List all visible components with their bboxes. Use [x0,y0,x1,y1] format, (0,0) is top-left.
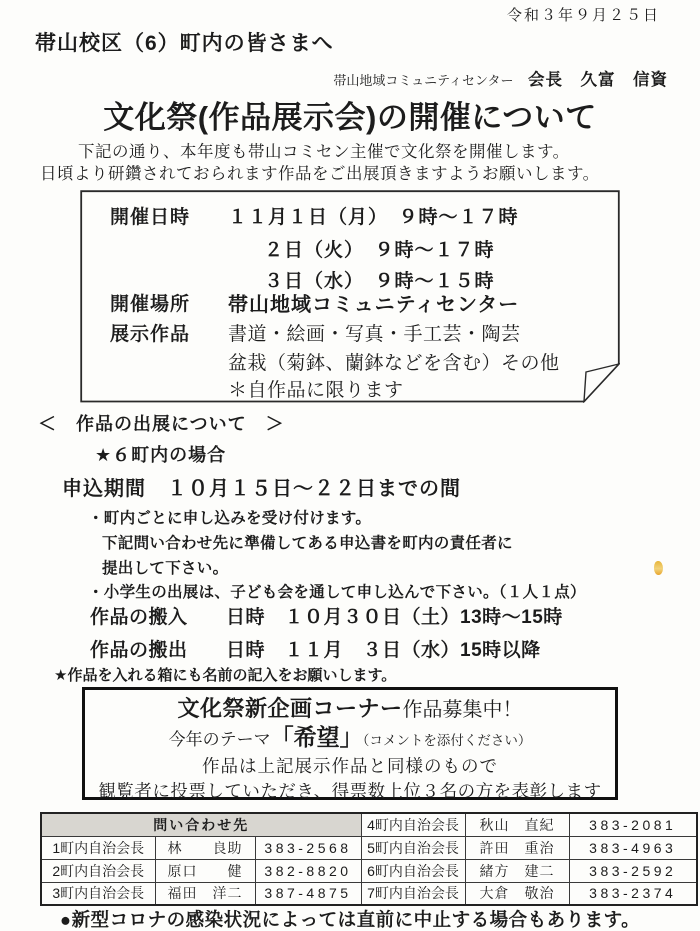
intro-line-2: 日頃より研鑽されておられます作品をご出展頂きますようお願いします。 [40,165,600,183]
issue-date: 令和３年９月２５日 [506,7,660,24]
event-datetime-label: 開催日時 [110,207,191,228]
contact-name: 秋山 直紀 [465,813,569,836]
promo-headline-rest: 作品募集中！ [402,699,523,721]
event-date-1: １１月１日（月） ９時～１７時 [228,207,519,228]
contact-tel: 383-2374 [569,882,697,905]
event-works-3: ＊自作品に限ります [228,380,404,401]
carry-out-value: 日時 １１月 ３日（水）15時以降 [226,640,541,661]
note-1: ・町内ごとに申し込みを受け付けます。 [88,510,372,527]
contact-role: 1町内自治会長 [41,836,155,859]
contact-role: 7町内自治会長 [361,882,465,905]
event-works-2: 盆栽（菊鉢、蘭鉢などを含む）その他 [228,353,560,374]
addressee-heading: 帯山校区（6）町内の皆さまへ [35,32,334,55]
promo-theme-word: 「希望」 [270,724,363,750]
promo-box [82,687,618,800]
contact-role: 2町内自治会長 [41,859,155,882]
sender-line [333,66,668,90]
carry-out-label: 作品の搬出 [90,640,188,661]
contact-name: 原口 健 [155,859,255,882]
promo-headline [85,695,615,724]
document-title: 文化祭(作品展示会)の開催について [103,100,597,135]
table-row [41,836,697,859]
promo-theme-note: （コメントを添付ください） [362,733,532,748]
event-date-3: ３日（水） ９時～１５時 [264,271,495,292]
case-heading: ★６町内の場合 [95,445,227,465]
event-details-box [80,190,620,403]
table-row [41,813,697,836]
contact-role: 5町内自治会長 [361,836,465,859]
table-row [41,859,697,882]
promo-theme-line [85,724,615,754]
contact-name: 大倉 敬治 [465,882,569,905]
contact-tel: 383-2592 [569,859,697,882]
event-place-label: 開催場所 [110,294,191,315]
contact-tel: 383-2081 [569,813,697,836]
note-3: 提出して下さい。 [102,560,229,577]
contact-tel: 383-2568 [255,836,361,859]
application-period: 申込期間 １０月１５日～２２日までの間 [62,478,461,500]
contact-tel: 387-4875 [255,882,361,905]
event-works-1: 書道・絵画・写真・手工芸・陶芸 [228,324,521,345]
scan-artifact-speck [654,561,663,575]
intro-line-1: 下記の通り、本年度も帯山コミセン主催で文化祭を開催します。 [78,143,570,161]
carry-in-value: 日時 １０月３０日（土）13時～15時 [226,607,563,628]
sender-name: 会長 久富 信資 [528,71,668,89]
promo-detail-2: 観覧者に投票していただき、得票数上位３名の方を表彰します [98,781,602,801]
exhibit-section-heading: ＜ 作品の出展について ＞ [38,414,285,434]
contact-role: 6町内自治会長 [361,859,465,882]
contact-name: 林 良助 [155,836,255,859]
event-date-2: ２日（火） ９時～１７時 [264,240,495,261]
contact-role: 3町内自治会長 [41,882,155,905]
promo-detail-1: 作品は上記展示作品と同様のもので [202,756,498,776]
event-works-label: 展示作品 [110,324,191,345]
box-name-note: ★作品を入れる箱にも名前の記入をお願いします。 [54,667,397,684]
table-row [41,882,697,905]
contacts-header-cell: 問い合わせ先 [41,813,361,836]
footer-notice: ●新型コロナの感染状況によっては直前に中止する場合もあります。 [59,909,641,930]
contact-tel: 383-4963 [569,836,697,859]
promo-theme-prefix: 今年のテーマ [168,730,271,749]
contacts-table [40,812,698,906]
contact-name: 福田 洋二 [155,882,255,905]
contact-name: 許田 重治 [465,836,569,859]
note-2: 下記問い合わせ先に準備してある申込書を町内の責任者に [102,535,513,552]
sender-organization: 帯山地域コミュニティセンター [333,73,514,88]
promo-headline-strong: 文化祭新企画コーナー [177,696,403,721]
note-4: ・小学生の出展は、子ども会を通して申し込んで下さい。（１人１点） [88,584,586,601]
contact-tel: 382-8820 [255,859,361,882]
event-place-value: 帯山地域コミュニティセンター [228,294,520,316]
contact-name: 緒方 建二 [465,859,569,882]
contact-role: 4町内自治会長 [361,813,465,836]
page-fold-corner [584,364,619,402]
carry-in-label: 作品の搬入 [90,607,188,628]
